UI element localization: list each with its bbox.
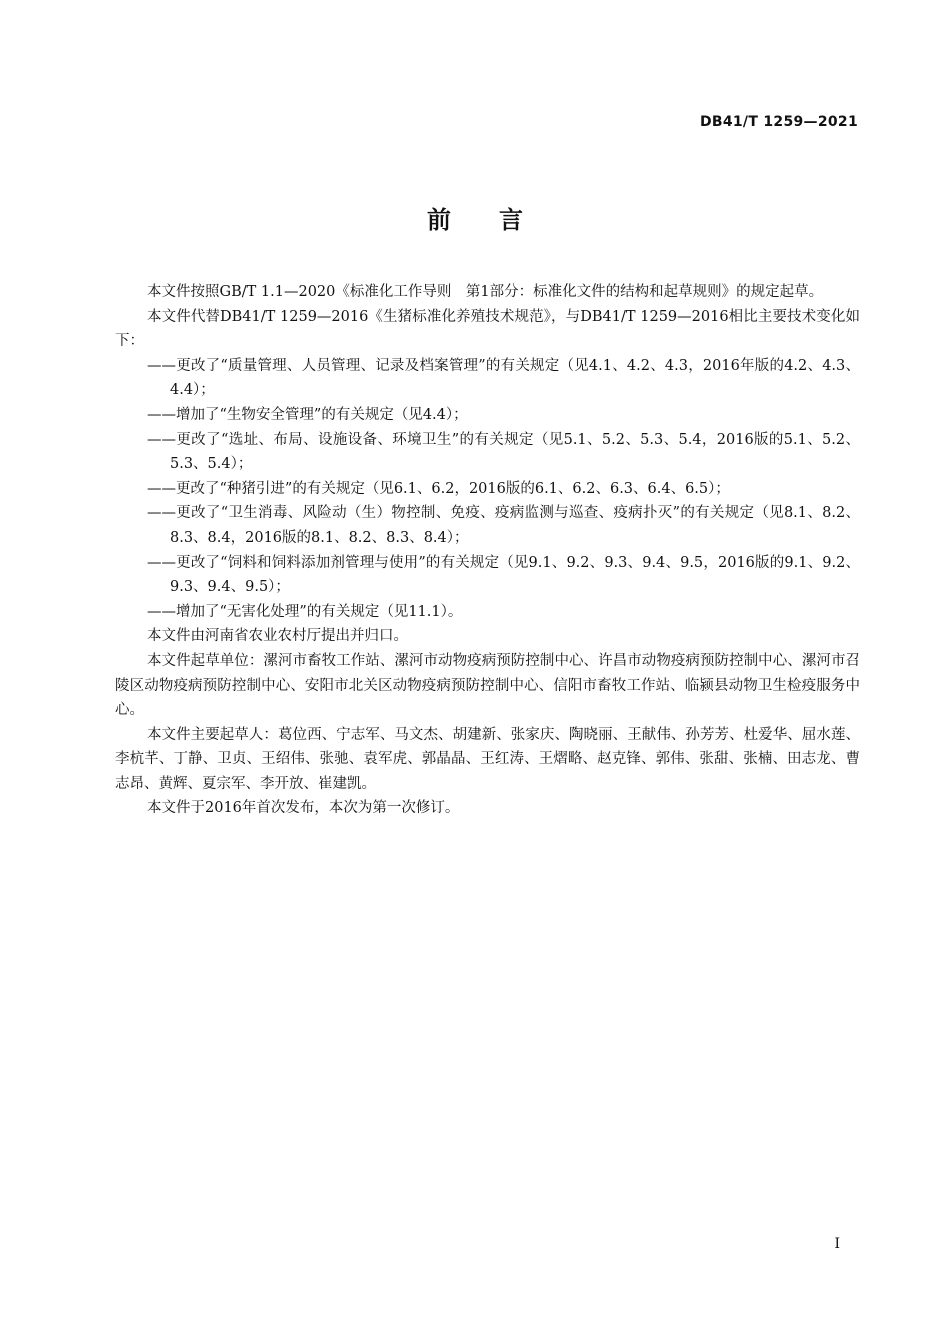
change-item: ——更改了“质量管理、人员管理、记录及档案管理”的有关规定（见4.1、4.2、4.3，2016年版的4.2、4.3、4.4）； bbox=[147, 357, 860, 399]
standard-code: DB41/T 1259—2021 bbox=[699, 114, 858, 130]
paragraph-drafting-units: 本文件起草单位：漯河市畜牧工作站、漯河市动物疫病预防控制中心、许昌市动物疫病预防控制中心、漯河市召陵区动物疫病预防控制中心、安阳市北关区动物疫病预防控制中心、信阳市畜牧工作站、临颍县动物卫生检疫服务中心。 bbox=[115, 652, 860, 719]
page-number: I bbox=[834, 1236, 840, 1252]
page-title: 前言 bbox=[427, 206, 571, 234]
change-item: ——增加了“无害化处理”的有关规定（见11.1）。 bbox=[147, 603, 463, 620]
foreword-body bbox=[115, 280, 860, 821]
paragraph-revision-history: 本文件于2016年首次发布，本次为第一次修订。 bbox=[147, 800, 460, 817]
change-item: ——增加了“生物安全管理”的有关规定（见4.4）； bbox=[147, 406, 468, 423]
paragraph-drafters: 本文件主要起草人：葛位西、宁志军、马文杰、胡建新、张家庆、陶晓丽、王献伟、孙芳芳、杜爱华、屈水莲、李杭芊、丁静、卫贞、王绍伟、张驰、袁军虎、郭晶晶、王红涛、王熠略、赵克锋、郭伟、张甜、张楠、田志龙、曹志昂、黄辉、夏宗军、李开放、崔建凯。 bbox=[115, 726, 860, 792]
paragraph-drafting-basis: 本文件按照GB/T 1.1—2020《标准化工作导则 第1部分：标准化文件的结构和起草规则》的规定起草。 bbox=[147, 284, 824, 300]
paragraph-proposer: 本文件由河南省农业农村厅提出并归口。 bbox=[147, 628, 408, 645]
change-item: ——更改了“种猪引进”的有关规定（见6.1、6.2，2016版的6.1、6.2、6.3、6.4、6.5）； bbox=[147, 480, 730, 497]
change-item: ——更改了“选址、布局、设施设备、环境卫生”的有关规定（见5.1、5.2、5.3、5.4，2016版的5.1、5.2、5.3、5.4）； bbox=[147, 431, 860, 473]
change-item: ——更改了“卫生消毒、风险动（生）物控制、免疫、疫病监测与巡查、疫病扑灭”的有关规定（见8.1、8.2、8.3、8.4，2016版的8.1、8.2、8.3、8.4）； bbox=[147, 505, 860, 546]
paragraph-replacement: 本文件代替DB41/T 1259—2016《生猪标准化养殖技术规范》，与DB41/T 1259—2016相比主要技术变化如下： bbox=[115, 308, 860, 350]
change-item: ——更改了“饲料和饲料添加剂管理与使用”的有关规定（见9.1、9.2、9.3、9.4、9.5，2016版的9.1、9.2、9.3、9.4、9.5）； bbox=[147, 554, 860, 596]
